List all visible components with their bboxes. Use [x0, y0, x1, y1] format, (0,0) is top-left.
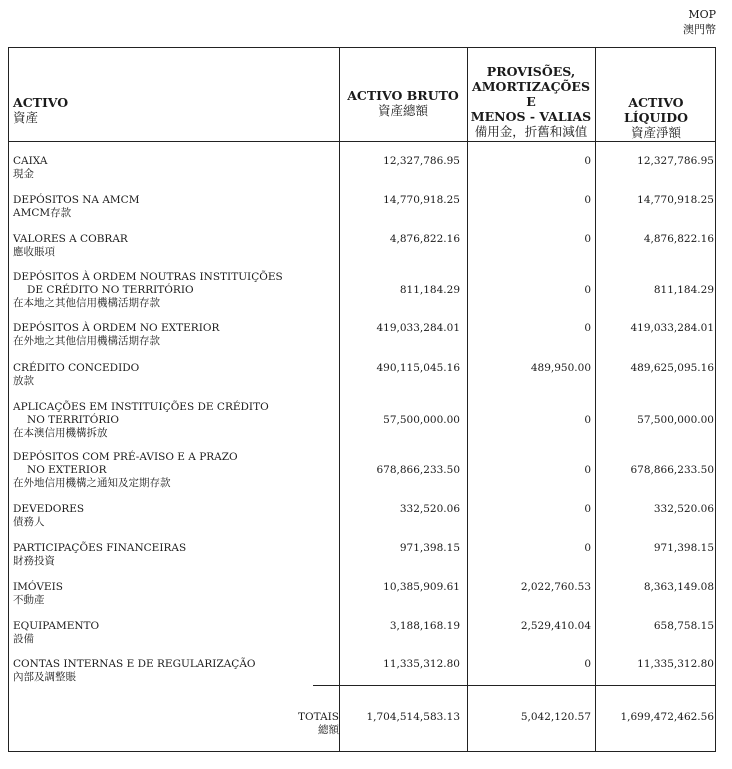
row-liquido: 658,758.15 — [653, 620, 714, 632]
totals-bruto: 1,704,514,583.13 — [366, 711, 460, 723]
header-liquido — [595, 95, 717, 140]
row-label-pt-line2: NO TERRITÓRIO — [27, 414, 120, 426]
row-liquido: 332,520.06 — [653, 503, 714, 515]
row-label-zh: 在外地之其他信用機構活期存款 — [13, 335, 160, 347]
column-divider-liquido — [595, 48, 596, 751]
totals-label-zh: 總額 — [318, 724, 339, 736]
row-label-pt: CONTAS INTERNAS E DE REGULARIZAÇÃO — [13, 658, 256, 670]
row-label-pt: DEPÓSITOS À ORDEM NOUTRAS INSTITUIÇÕES — [13, 271, 283, 283]
row-liquido: 12,327,786.95 — [637, 155, 714, 167]
row-label-zh: 不動產 — [13, 594, 45, 606]
row-provisoes: 0 — [584, 414, 591, 426]
balance-table — [8, 47, 716, 752]
row-bruto: 14,770,918.25 — [383, 194, 460, 206]
totals-label-pt: TOTAIS — [298, 711, 339, 723]
header-divider — [9, 141, 715, 142]
row-bruto: 332,520.06 — [399, 503, 460, 515]
row-bruto: 3,188,168.19 — [389, 620, 460, 632]
row-liquido: 57,500,000.00 — [637, 414, 714, 426]
column-divider-provisoes — [467, 48, 468, 751]
row-provisoes: 0 — [584, 322, 591, 334]
row-liquido: 419,033,284.01 — [630, 322, 714, 334]
totals-provisoes: 5,042,120.57 — [520, 711, 591, 723]
header-bruto-zh: 資產總額 — [377, 103, 428, 118]
column-divider-bruto — [339, 48, 340, 751]
row-liquido: 11,335,312.80 — [637, 658, 714, 670]
totals-liquido: 1,699,472,462.56 — [620, 711, 714, 723]
header-bruto-pt: ACTIVO BRUTO — [347, 88, 459, 103]
row-bruto: 57,500,000.00 — [383, 414, 460, 426]
header-provisoes-zh: 備用金，折舊和減值 — [474, 124, 588, 139]
row-liquido: 489,625,095.16 — [630, 362, 714, 374]
row-bruto: 678,866,233.50 — [376, 464, 460, 476]
totals-divider — [313, 685, 715, 686]
row-label-pt: APLICAÇÕES EM INSTITUIÇÕES DE CRÉDITO — [13, 401, 269, 413]
row-provisoes: 489,950.00 — [530, 362, 591, 374]
header-provisoes-line3: MENOS - VALIAS — [470, 109, 592, 124]
row-provisoes: 2,529,410.04 — [520, 620, 591, 632]
row-label-pt: IMÓVEIS — [13, 581, 63, 593]
row-liquido: 678,866,233.50 — [630, 464, 714, 476]
row-label-pt: DEPÓSITOS NA AMCM — [13, 194, 140, 206]
row-label-zh: 財務投資 — [13, 555, 55, 567]
row-label-zh: 設備 — [13, 633, 34, 645]
row-provisoes: 0 — [584, 503, 591, 515]
header-activo-pt: ACTIVO — [13, 95, 69, 110]
row-label-zh: 在本澳信用機構拆放 — [13, 427, 108, 439]
row-provisoes: 0 — [584, 155, 591, 167]
row-bruto: 490,115,045.16 — [376, 362, 460, 374]
row-label-pt: CRÉDITO CONCEDIDO — [13, 362, 140, 374]
row-label-zh: 在外地信用機構之通知及定期存款 — [13, 477, 171, 489]
header-provisoes-line1: PROVISÕES, — [486, 64, 576, 79]
row-bruto: 971,398.15 — [399, 542, 460, 554]
currency-label — [683, 7, 716, 37]
row-label-pt: DEVEDORES — [13, 503, 85, 515]
row-bruto: 10,385,909.61 — [383, 581, 460, 593]
header-liquido-zh: 資產淨額 — [630, 125, 681, 140]
header-liquido-pt: ACTIVO LÍQUIDO — [623, 95, 688, 125]
row-liquido: 811,184.29 — [653, 284, 714, 296]
row-provisoes: 0 — [584, 194, 591, 206]
header-provisoes — [467, 64, 595, 139]
row-provisoes: 2,022,760.53 — [520, 581, 591, 593]
row-label-zh: 內部及調整賬 — [13, 671, 76, 683]
row-provisoes: 0 — [584, 542, 591, 554]
row-label-zh: 在本地之其他信用機構活期存款 — [13, 297, 160, 309]
row-label-zh: 債務人 — [13, 516, 45, 528]
row-bruto: 12,327,786.95 — [383, 155, 460, 167]
row-provisoes: 0 — [584, 284, 591, 296]
row-label-zh: 應收賬項 — [13, 246, 55, 258]
row-label-pt-line2: NO EXTERIOR — [27, 464, 107, 476]
row-provisoes: 0 — [584, 233, 591, 245]
row-bruto: 4,876,822.16 — [389, 233, 460, 245]
row-liquido: 14,770,918.25 — [637, 194, 714, 206]
row-provisoes: 0 — [584, 658, 591, 670]
row-liquido: 971,398.15 — [653, 542, 714, 554]
row-label-pt: EQUIPAMENTO — [13, 620, 100, 632]
currency-code-zh: 澳門幣 — [683, 23, 716, 36]
header-activo-zh: 資產 — [13, 110, 39, 125]
row-bruto: 11,335,312.80 — [383, 658, 460, 670]
row-label-pt: CAIXA — [13, 155, 48, 167]
row-label-pt: VALORES A COBRAR — [13, 233, 128, 245]
currency-code: MOP — [688, 8, 716, 21]
row-label-zh: AMCM存款 — [13, 207, 72, 219]
row-label-pt-line2: DE CRÉDITO NO TERRITÓRIO — [27, 284, 194, 296]
header-bruto — [339, 88, 467, 118]
row-label-pt: DEPÓSITOS À ORDEM NO EXTERIOR — [13, 322, 220, 334]
header-provisoes-line2: AMORTIZAÇÕES E — [472, 79, 590, 109]
totals-label — [249, 711, 339, 737]
row-bruto: 419,033,284.01 — [376, 322, 460, 334]
row-label-pt: DEPÓSITOS COM PRÉ-AVISO E A PRAZO — [13, 451, 238, 463]
header-activo — [13, 95, 68, 125]
row-label-zh: 現金 — [13, 168, 34, 180]
row-liquido: 4,876,822.16 — [643, 233, 714, 245]
row-liquido: 8,363,149.08 — [643, 581, 714, 593]
row-label-zh: 放款 — [13, 375, 34, 387]
row-label-pt: PARTICIPAÇÕES FINANCEIRAS — [13, 542, 187, 554]
row-provisoes: 0 — [584, 464, 591, 476]
row-bruto: 811,184.29 — [399, 284, 460, 296]
